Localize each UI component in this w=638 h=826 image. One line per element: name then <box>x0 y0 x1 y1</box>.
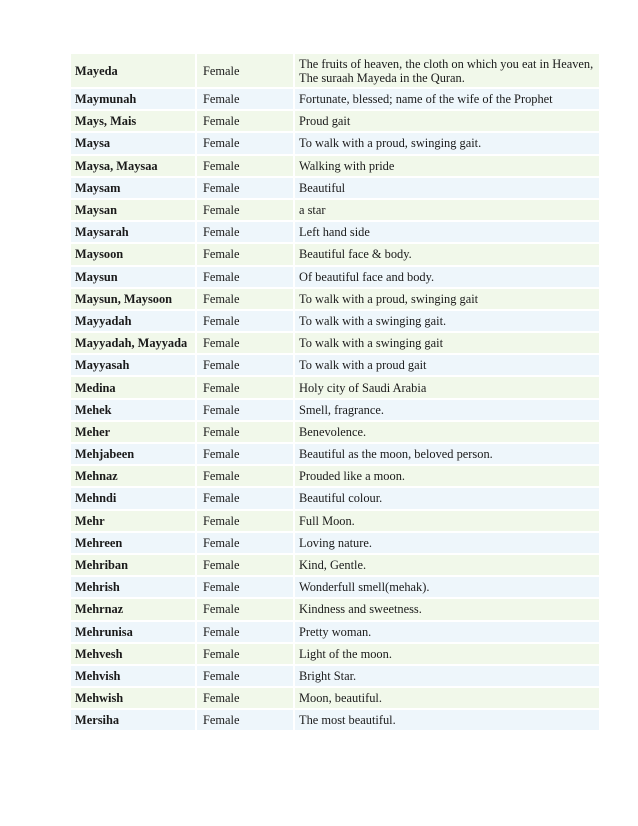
gender-cell: Female <box>195 244 293 264</box>
meaning-cell: Bright Star. <box>293 666 599 686</box>
gender-cell: Female <box>195 111 293 131</box>
table-row <box>71 111 599 131</box>
table-row <box>71 377 599 397</box>
table-row <box>71 89 599 109</box>
table-row <box>71 488 599 508</box>
table-row <box>71 555 599 575</box>
meaning-cell: Beautiful colour. <box>293 488 599 508</box>
name-cell: Mehnaz <box>71 466 195 486</box>
table-row <box>71 156 599 176</box>
name-cell: Maymunah <box>71 89 195 109</box>
gender-cell: Female <box>195 644 293 664</box>
gender-cell: Female <box>195 267 293 287</box>
meaning-cell: Beautiful as the moon, beloved person. <box>293 444 599 464</box>
meaning-cell: Light of the moon. <box>293 644 599 664</box>
name-cell: Mehrunisa <box>71 622 195 642</box>
meaning-cell: Loving nature. <box>293 533 599 553</box>
gender-cell: Female <box>195 533 293 553</box>
meaning-cell: To walk with a proud gait <box>293 355 599 375</box>
name-cell: Mehrnaz <box>71 599 195 619</box>
table-row <box>71 511 599 531</box>
gender-cell: Female <box>195 555 293 575</box>
table-row <box>71 355 599 375</box>
meaning-cell: Walking with pride <box>293 156 599 176</box>
gender-cell: Female <box>195 333 293 353</box>
meaning-cell: Kindness and sweetness. <box>293 599 599 619</box>
meaning-cell: Fortunate, blessed; name of the wife of the Prophet <box>293 89 599 109</box>
table-row <box>71 599 599 619</box>
gender-cell: Female <box>195 133 293 153</box>
name-cell: Maysan <box>71 200 195 220</box>
table-row <box>71 222 599 242</box>
meaning-cell: Beautiful face & body. <box>293 244 599 264</box>
gender-cell: Female <box>195 400 293 420</box>
meaning-cell: Holy city of Saudi Arabia <box>293 377 599 397</box>
name-cell: Maysun, Maysoon <box>71 289 195 309</box>
table-row <box>71 444 599 464</box>
name-cell: Meher <box>71 422 195 442</box>
gender-cell: Female <box>195 311 293 331</box>
table-row <box>71 178 599 198</box>
gender-cell: Female <box>195 200 293 220</box>
gender-cell: Female <box>195 577 293 597</box>
name-cell: Mehek <box>71 400 195 420</box>
name-cell: Mehvish <box>71 666 195 686</box>
meaning-cell: To walk with a proud, swinging gait. <box>293 133 599 153</box>
names-table <box>71 52 599 732</box>
table-row <box>71 311 599 331</box>
table-row <box>71 533 599 553</box>
meaning-cell: Benevolence. <box>293 422 599 442</box>
table-row <box>71 244 599 264</box>
name-cell: Maysarah <box>71 222 195 242</box>
table-row <box>71 666 599 686</box>
table-row <box>71 267 599 287</box>
name-cell: Mehndi <box>71 488 195 508</box>
table-row <box>71 644 599 664</box>
name-cell: Maysa, Maysaa <box>71 156 195 176</box>
meaning-cell: Moon, beautiful. <box>293 688 599 708</box>
name-cell: Mehr <box>71 511 195 531</box>
name-cell: Mayyasah <box>71 355 195 375</box>
name-cell: Maysa <box>71 133 195 153</box>
meaning-cell: The fruits of heaven, the cloth on which you eat in Heaven, The suraah Mayeda in the Quran. <box>293 54 599 87</box>
table-row <box>71 466 599 486</box>
table-row <box>71 577 599 597</box>
name-cell: Maysam <box>71 178 195 198</box>
meaning-cell: To walk with a proud, swinging gait <box>293 289 599 309</box>
name-cell: Medina <box>71 377 195 397</box>
name-cell: Mayeda <box>71 54 195 87</box>
gender-cell: Female <box>195 511 293 531</box>
gender-cell: Female <box>195 355 293 375</box>
meaning-cell: Kind, Gentle. <box>293 555 599 575</box>
name-cell: Mehreen <box>71 533 195 553</box>
gender-cell: Female <box>195 422 293 442</box>
meaning-cell: Smell, fragrance. <box>293 400 599 420</box>
meaning-cell: Prouded like a moon. <box>293 466 599 486</box>
gender-cell: Female <box>195 466 293 486</box>
gender-cell: Female <box>195 156 293 176</box>
table-row <box>71 422 599 442</box>
meaning-cell: a star <box>293 200 599 220</box>
meaning-cell: Of beautiful face and body. <box>293 267 599 287</box>
table-row <box>71 200 599 220</box>
gender-cell: Female <box>195 622 293 642</box>
meaning-cell: Pretty woman. <box>293 622 599 642</box>
meaning-cell: Beautiful <box>293 178 599 198</box>
name-cell: Mehriban <box>71 555 195 575</box>
meaning-cell: Left hand side <box>293 222 599 242</box>
name-cell: Mehvesh <box>71 644 195 664</box>
table-row <box>71 333 599 353</box>
gender-cell: Female <box>195 54 293 87</box>
name-cell: Mayyadah <box>71 311 195 331</box>
table-row <box>71 133 599 153</box>
gender-cell: Female <box>195 710 293 730</box>
table-row <box>71 289 599 309</box>
name-cell: Mehjabeen <box>71 444 195 464</box>
name-cell: Maysun <box>71 267 195 287</box>
meaning-cell: To walk with a swinging gait <box>293 333 599 353</box>
meaning-cell: To walk with a swinging gait. <box>293 311 599 331</box>
name-cell: Mayyadah, Mayyada <box>71 333 195 353</box>
gender-cell: Female <box>195 666 293 686</box>
table-row <box>71 688 599 708</box>
name-cell: Mays, Mais <box>71 111 195 131</box>
name-cell: Mehrish <box>71 577 195 597</box>
gender-cell: Female <box>195 89 293 109</box>
gender-cell: Female <box>195 377 293 397</box>
meaning-cell: Full Moon. <box>293 511 599 531</box>
name-cell: Mehwish <box>71 688 195 708</box>
meaning-cell: Wonderfull smell(mehak). <box>293 577 599 597</box>
table-row <box>71 710 599 730</box>
name-cell: Maysoon <box>71 244 195 264</box>
gender-cell: Female <box>195 688 293 708</box>
table-row <box>71 400 599 420</box>
table-row <box>71 622 599 642</box>
gender-cell: Female <box>195 599 293 619</box>
gender-cell: Female <box>195 488 293 508</box>
names-table-body <box>71 54 599 730</box>
gender-cell: Female <box>195 178 293 198</box>
name-cell: Mersiha <box>71 710 195 730</box>
gender-cell: Female <box>195 222 293 242</box>
gender-cell: Female <box>195 289 293 309</box>
table-row <box>71 54 599 87</box>
meaning-cell: The most beautiful. <box>293 710 599 730</box>
gender-cell: Female <box>195 444 293 464</box>
meaning-cell: Proud gait <box>293 111 599 131</box>
